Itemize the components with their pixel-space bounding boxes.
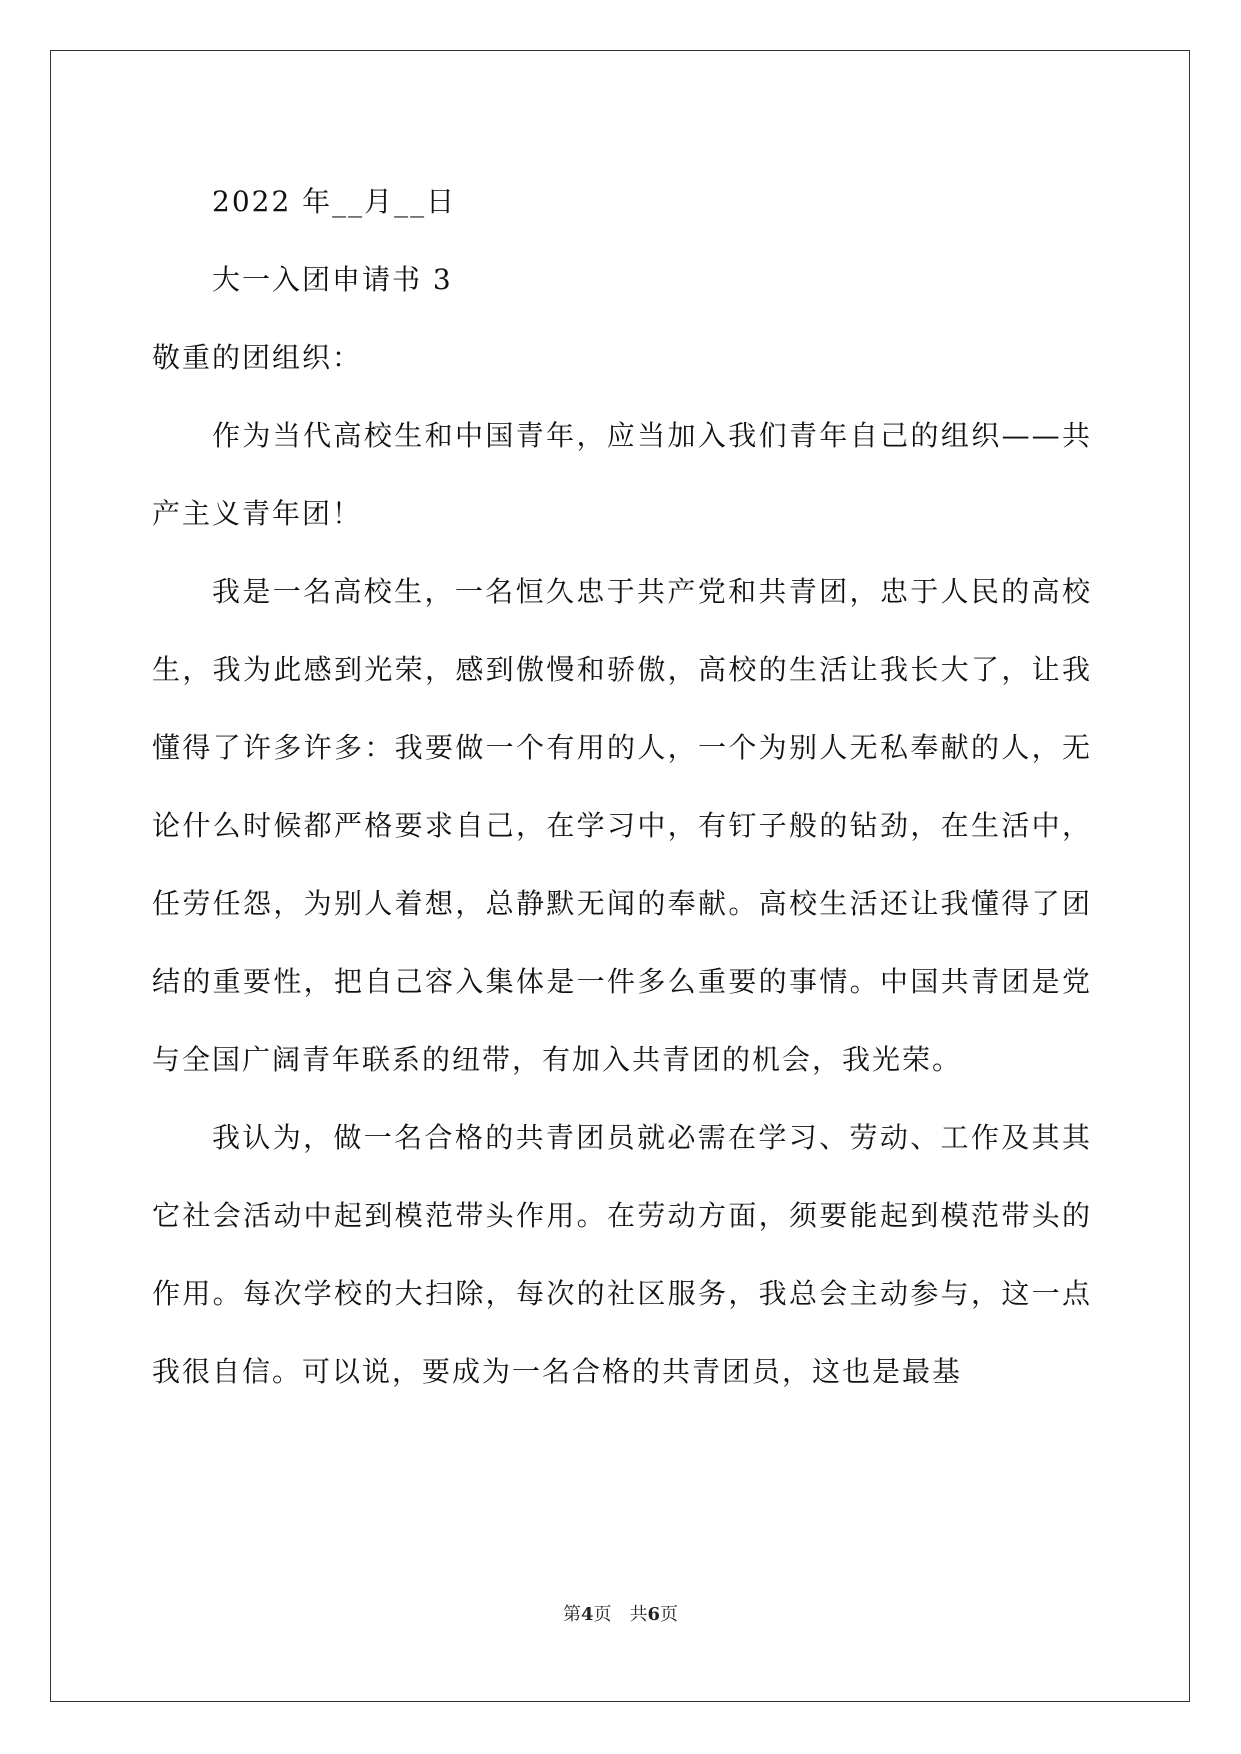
total-suffix: 页	[660, 1604, 679, 1625]
salutation: 敬重的团组织：	[152, 341, 363, 374]
page-footer	[0, 1600, 1241, 1626]
document-heading: 大一入团申请书 3	[212, 263, 453, 296]
paragraph: 我认为，做一名合格的共青团员就必需在学习、劳动、工作及其其它社会活动中起到模范带头作用。在劳动方面，须要能起到模范带头的作用。每次学校的大扫除，每次的社区服务，我总会主动参与，这一点我很自信。可以说，要成为一名合格的共青团员，这也是最基	[152, 1121, 1092, 1388]
page-suffix: 页	[593, 1604, 612, 1625]
date-line: 2022 年__月__日	[212, 185, 457, 218]
paragraph: 作为当代高校生和中国青年，应当加入我们青年自己的组织——共产主义青年团！	[152, 419, 1092, 530]
paragraph: 我是一名高校生，一名恒久忠于共产党和共青团，忠于人民的高校生，我为此感到光荣，感到傲慢和骄傲，高校的生活让我长大了，让我懂得了许多许多：我要做一个有用的人，一个为别人无私奉献的人，无论什么时候都严格要求自己，在学习中，有钉子般的钻劲，在生活中，任劳任怨，为别人着想，总静默无闻的奉献。高校生活还让我懂得了团结的重要性，把自己容入集体是一件多么重要的事情。中国共青团是党与全国广阔青年联系的纽带，有加入共青团的机会，我光荣。	[152, 575, 1092, 1076]
total-prefix: 共	[629, 1604, 648, 1625]
total-page-number: 6	[647, 1604, 661, 1625]
page-prefix: 第	[562, 1604, 581, 1625]
current-page-number: 4	[580, 1604, 594, 1625]
document-body	[152, 163, 1092, 1411]
